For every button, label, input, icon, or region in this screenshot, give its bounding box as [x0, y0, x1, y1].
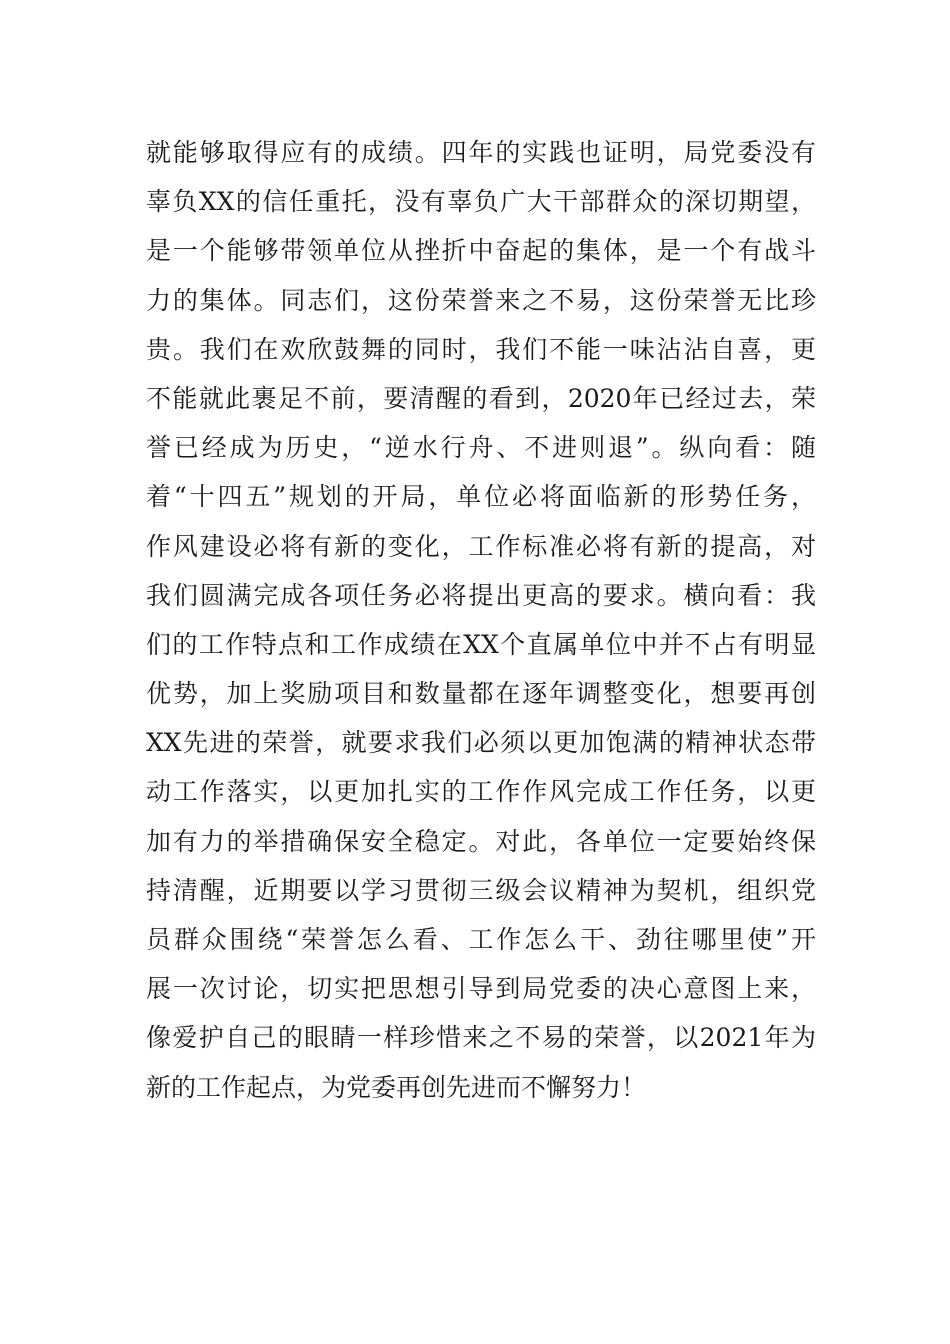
- paragraph-line-5: 贵。我们在欢欣鼓舞的同时，我们不能一味沾沾自喜，更: [146, 334, 816, 364]
- paragraph-line-15: 加有力的举措确保安全稳定。对此，各单位一定要始终保: [146, 826, 816, 856]
- paragraph-line-2: 辜负XX的信任重托，没有辜负广大干部群众的深切期望，: [146, 187, 816, 217]
- paragraph-line-6: 不能就此裹足不前，要清醒的看到，2020年已经过去，荣: [146, 383, 816, 413]
- paragraph-line-7: 誉已经成为历史，“逆水行舟、不进则退”。纵向看：随: [146, 433, 816, 463]
- paragraph-line-17: 员群众围绕“荣誉怎么看、工作怎么干、劲往哪里使”开: [146, 925, 816, 954]
- paragraph-line-10: 我们圆满完成各项任务必将提出更高的要求。横向看：我: [146, 580, 816, 610]
- paragraph-line-3: 是一个能够带领单位从挫折中奋起的集体，是一个有战斗: [146, 236, 816, 266]
- paragraph-line-19: 像爱护自己的眼睛一样珍惜来之不易的荣誉，以2021年为: [146, 1023, 816, 1053]
- paragraph-line-1: 就能够取得应有的成绩。四年的实践也证明，局党委没有: [146, 138, 816, 167]
- paragraph-line-14: 动工作落实，以更加扎实的工作作风完成工作任务，以更: [146, 777, 816, 807]
- body-paragraph: [146, 128, 816, 1112]
- paragraph-line-4: 力的集体。同志们，这份荣誉来之不易，这份荣誉无比珍: [146, 285, 816, 315]
- paragraph-line-11: 们的工作特点和工作成绩在XX个直属单位中并不占有明显: [146, 629, 816, 659]
- paragraph-line-8: 着“十四五”规划的开局，单位必将面临新的形势任务，: [146, 482, 816, 512]
- paragraph-line-20: 新的工作起点，为党委再创先进而不懈努力！: [146, 1072, 647, 1102]
- paragraph-line-16: 持清醒，近期要以学习贯彻三级会议精神为契机，组织党: [146, 875, 816, 905]
- paragraph-line-9: 作风建设必将有新的变化，工作标准必将有新的提高，对: [146, 531, 816, 561]
- paragraph-line-18: 展一次讨论，切实把思想引导到局党委的决心意图上来，: [146, 974, 816, 1004]
- paragraph-line-13: XX先进的荣誉，就要求我们必须以更加饱满的精神状态带: [146, 728, 816, 758]
- paragraph-line-12: 优势，加上奖励项目和数量都在逐年调整变化，想要再创: [146, 679, 816, 709]
